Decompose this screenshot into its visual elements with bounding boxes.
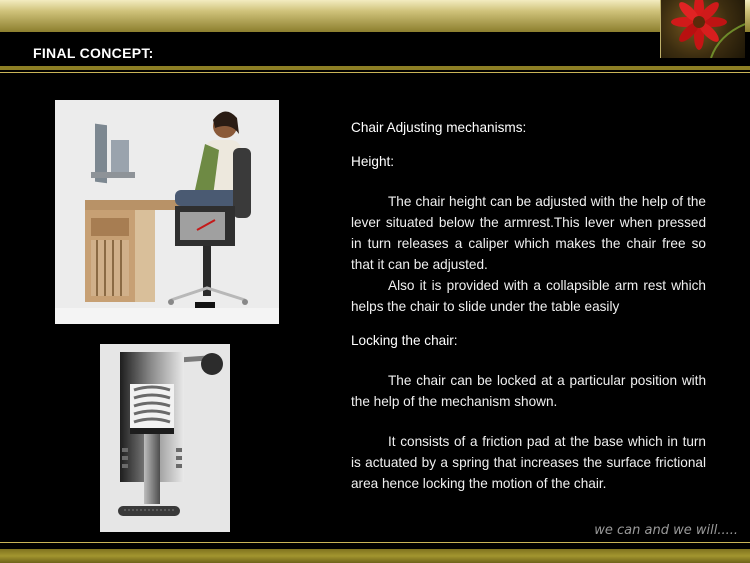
slide-title: FINAL CONCEPT: xyxy=(33,45,154,61)
height-paragraph-2: Also it is provided with a collapsible arm rest which helps the chair to slide under the table easily xyxy=(351,278,706,314)
locking-paragraph-1: The chair can be locked at a particular position with the help of the mechanism shown. xyxy=(351,373,706,409)
bottom-gold-band xyxy=(0,549,750,563)
tagline: we can and we will..... xyxy=(594,523,738,538)
footer-divider-thin xyxy=(0,542,750,543)
flower-photo xyxy=(660,0,745,58)
height-paragraph-1: The chair height can be adjusted with the help of the lever situated below the armrest.This lever when pressed in turn releases a caliper which makes the chair free so that it can be adjusted. xyxy=(351,194,706,272)
header-divider-thin xyxy=(0,72,750,73)
locking-heading: Locking the chair: xyxy=(351,333,458,348)
section-title: Chair Adjusting mechanisms: xyxy=(351,120,527,135)
locking-mechanism-diagram xyxy=(100,344,230,532)
top-gold-band xyxy=(0,0,750,32)
header-divider xyxy=(0,66,750,70)
chair-concept-photo xyxy=(55,100,279,324)
locking-paragraph-2: It consists of a friction pad at the base which in turn is actuated by a spring that increases the surface frictional area hence locking the motion of the chair. xyxy=(351,434,706,491)
height-heading: Height: xyxy=(351,154,395,169)
description-text xyxy=(351,117,706,494)
